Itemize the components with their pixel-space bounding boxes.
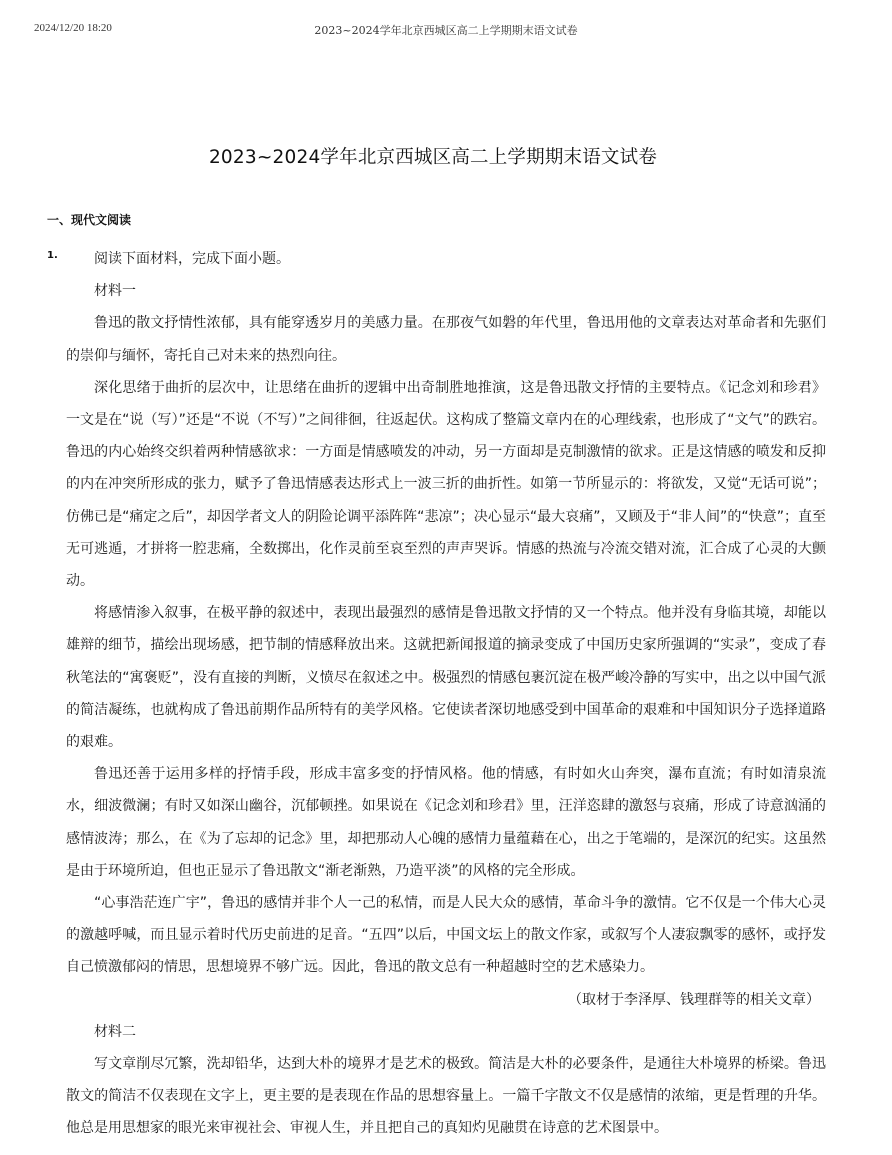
source-citation: （取材于李泽厚、钱理群等的相关文章） xyxy=(568,991,820,1008)
header-datetime: 2024/12/20 18:20 xyxy=(34,22,112,34)
question-body xyxy=(66,243,826,1145)
material-label: 材料一 xyxy=(94,283,136,300)
paragraph: 深化思绪于曲折的层次中，让思绪在曲折的逻辑中出奇制胜地推演，这是鲁迅散文抒情的主要特点。《记念刘和珍君》一文是在“说（写）”还是“不说（不写）”之间徘徊，往返起伏。这构成了整篇文章内在的心理线索，也形成了“文气”的跌宕。鲁迅的内心始终交织着两种情感欲求：一方面是情感喷发的冲动，另一方面却是克制激情的欲求。正是这情感的喷发和反抑的内在冲突所形成的张力，赋予了鲁迅情感表达形式上一波三折的曲折性。如第一节所显示的：将欲发，又觉“无话可说”；仿佛已是“痛定之后”，却因学者文人的阴险论调平添阵阵“悲凉”；决心显示“最大哀痛”，又顾及于“非人间”的“快意”；直至无可逃遁，才拼将一腔悲痛，全数掷出，化作灵前至哀至烈的声声哭诉。情感的热流与冷流交错对流，汇合成了心灵的大颤动。 xyxy=(66,379,826,590)
material-label: 材料二 xyxy=(94,1023,136,1040)
section-heading: 一、现代文阅读 xyxy=(47,213,132,227)
paragraph: 写文章削尽冗繁，洗却铅华，达到大朴的境界才是艺术的极致。简洁是大朴的必要条件，是通往大朴境界的桥梁。鲁迅散文的简洁不仅表现在文字上，更主要的是表现在作品的思想容量上。一篇千字散文不仅是感情的浓缩，更是哲理的升华。他总是用思想家的眼光来审视社会、审视人生，并且把自己的真知灼见融贯在诗意的艺术图景中。 xyxy=(66,1056,826,1137)
paragraph: 鲁迅的散文抒情性浓郁，具有能穿透岁月的美感力量。在那夜气如磐的年代里，鲁迅用他的文章表达对革命者和先驱们的崇仰与缅怀，寄托自己对未来的热烈向往。 xyxy=(66,315,826,364)
question-number: 1. xyxy=(47,250,58,261)
paragraph: “心事浩茫连广宇”，鲁迅的感情并非个人一己的私情，而是人民大众的感情，革命斗争的激情。它不仅是一个伟大心灵的激越呼喊，而且显示着时代历史前进的足音。“五四”以后，中国文坛上的散文作家，或叙写个人凄寂飘零的感怀，或抒发自己愤激郁闷的情思，思想境界不够广远。因此，鲁迅的散文总有一种超越时空的艺术感染力。 xyxy=(66,895,826,976)
paragraph: 鲁迅还善于运用多样的抒情手段，形成丰富多变的抒情风格。他的情感，有时如火山奔突，瀑布直流；有时如清泉流水，细波微澜；有时又如深山幽谷，沉郁顿挫。如果说在《记念刘和珍君》里，汪洋恣肆的激怒与哀痛，形成了诗意汹涌的感情波涛；那么，在《为了忘却的记念》里，却把那动人心魄的感情力量蕴藉在心，出之于笔端的，是深沉的纪实。这虽然是由于环境所迫，但也正显示了鲁迅散文“渐老渐熟，乃造平淡”的风格的完全形成。 xyxy=(66,766,826,879)
header-doc-title: 2023~2024学年北京西城区高二上学期期末语文试卷 xyxy=(314,24,578,37)
paragraph: 将感情渗入叙事，在极平静的叙述中，表现出最强烈的感情是鲁迅散文抒情的又一个特点。他并没有身临其境，却能以雄辩的细节，描绘出现场感，把节制的情感释放出来。这就把新闻报道的摘录变成了中国历史家所强调的“实录”，变成了春秋笔法的“寓褒贬”，没有直接的判断，义愤尽在叙述之中。极强烈的情感包裹沉淀在极严峻冷静的写实中，出之以中国气派的简洁凝练，也就构成了鲁迅前期作品所特有的美学风格。它使读者深切地感受到中国革命的艰难和中国知识分子选择道路的艰难。 xyxy=(66,605,826,751)
page-title: 2023~2024学年北京西城区高二上学期期末语文试卷 xyxy=(208,147,658,168)
instruction: 阅读下面材料，完成下面小题。 xyxy=(94,251,290,267)
